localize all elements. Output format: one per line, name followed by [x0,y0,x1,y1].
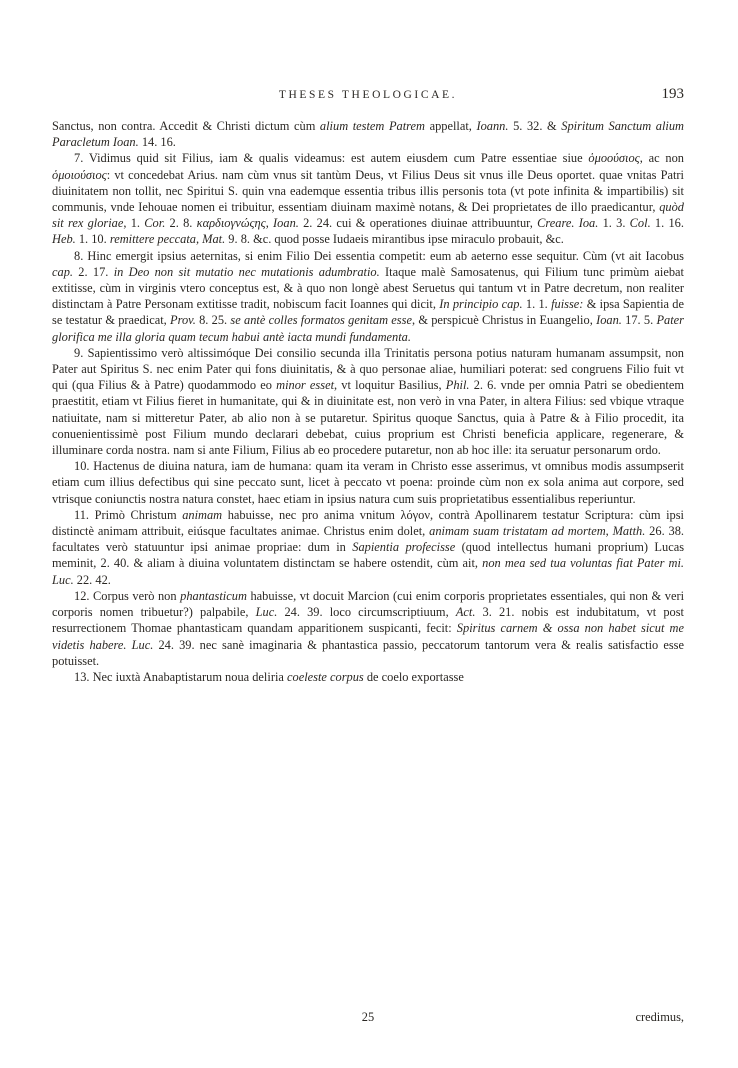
paragraph-8: 8. Hinc emergit ipsius aeternitas, si enim Filio Dei essentia competit: eum ab aeterno esse sequitur. Cùm (vt ait Iacobus cap. 2. 17. in Deo non sit mutatio nec mutationis adumbratio. Itaque malè Samosatenus, qui Filium tunc primùm aiebat extitisse, cùm in virginis vtero conceptus est, & à quo non longè abest Seruetus qui tantum vt in Patre decretum, non realiter distinctam à Patre Personam extitisse tradit, nobiscum facit Ioannes qui dicit, In principio cap. 1. 1. fuisse: & ipsa Sapientia de se testatur & praedicat, Prov. 8. 25. se antè colles formatos genitam esse, & perspicuè Christus in Euangelio, Ioan. 17. 5. Pater glorifica me illa gloria quam tecum habui antè iacta mundi fundamenta. [52,248,685,344]
paragraph-13: 13. Nec iuxtà Anabaptistarum noua deliria coeleste corpus de coelo exportasse [74,669,464,684]
running-title: THESES THEOLOGICAE. [278,89,458,101]
running-head [52,86,684,106]
body-text [52,118,684,685]
page-foot [52,1008,684,1026]
catchword: credimus, [635,1010,684,1024]
paragraph-continuation: Sanctus, non contra. Accedit & Christi dictum cùm alium testem Patrem appellat, Ioann. 5. 32. & Spiritum Sanctum alium Paracletum Ioan. 14. 16. [52,119,684,150]
paragraph-12: 12. Corpus verò non phantasticum habuisse, vt docuit Marcion (cui enim corporis proprietates essentiales, qui non & veri corporis nomen tribuetur?) palpabile, Luc. 24. 39. loco circumscriptiuum, Act. 3. 21. nobis est indubitatum, vt post resurrectionem Thomae phantasticam quandam apparitionem suspicanti, fecit: Spiritus carnem & ossa non habet sicut me videtis habere. Luc. 24. 39. nec sanè imaginaria & phantastica passio, peccatorum tantorum vera & realis satisfactio esse potuisset. [52,588,685,668]
paragraph-7: 7. Vidimus quid sit Filius, iam & qualis videamus: est autem eiusdem cum Patre essentiae siue ὁμοούσιος, ac non ὁμοιούσιος: vt concedebat Arius. nam cùm vnus sit tantùm Deus, vt Filius Deus sit vnus ille Deus oportet. quae vnitas Patri diuinitatem non tollit, nec Spiritui S. quin vna eademque essentia tribus illis personis tota (vt pote infinita & impartibilis) sit communis, vnde Iehouae nomen ei tribuitur, essentiam diuinam maximè notans, & Dei proprietates de illo praedicantur, quòd sit rex gloriae, 1. Cor. 2. 8. καρδιογνώςης, Ioan. 2. 24. cui & operationes diuinae attribuuntur, Creare. Ioa. 1. 3. Col. 1. 16. Heb. 1. 10. remittere peccata, Mat. 9. 8. &c. quod posse Iudaeis mirantibus ipse miraculo probauit, &c. [52,151,684,247]
paragraph-10: 10. Hactenus de diuina natura, iam de humana: quam ita veram in Christo esse asserimus, vt omnibus modis assumpserit etiam cum illius defectibus qui sine peccato sunt, licet à peccato vt poena: proinde cùm non ex sola anima aut corpore, sed vtrisque coniunctis nostra natura constet, haec etiam in ipsius natura cum suis proprietatibus essentialibus reperiuntur. [52,459,684,506]
signature-mark: 25 [361,1010,375,1024]
paragraph-9: 9. Sapientissimo verò altissimóque Dei consilio secunda illa Trinitatis persona potius naturam humanam assumpsit, non Pater aut Spiritus S. nec enim Pater qui fons diuinitatis, & à quo personae aliae, humiliari poterat: sed congruens Filio fuit vt qui (qua Filius & à Patre) quodammodo eo minor esset, vt loquitur Basilius, Phil. 2. 6. vnde per omnia Patri se obedientem praestitit, etiam vt Filius fieret in humanitate, qui & in diuinitate est, non verò in vna Pater, in altera Filius: sed vbique vtraque natiuitate, nam si mitteretur Pater, ab alio non à se putaretur. Spiritus quoque Sanctus, quia à Patre & à Filio procedit, ita conuenientissimè post Filium mundo declarari debebat, cuius proprium est Christi beneficia applicare, regenerare, & illuminare corda nostra. nam si ante Filium, Filius ab eo procedere putaretur, non ab hoc ille: ita seruatur personarum ordo. [52,345,684,458]
page-number: 193 [661,86,684,102]
paragraph-11: 11. Primò Christum animam habuisse, nec pro anima vnitum λόγον, contrà Apollinarem testatur Scriptura: cùm ipsi distinctè animam attribuit, eiúsque facultates animae. Christus enim dolet, animam suam tristatam ad mortem, Matth. 26. 38. facultates verò statuuntur ipsi animae propriae: dum in Sapientia profecisse (quod intellectus humani proprium) Lucas meminit, 2. 40. & aliam à diuina voluntatem distinctam se habere ostendit, cùm ait, non mea sed tua voluntas fiat Pater mi. Luc. 22. 42. [52,507,685,587]
